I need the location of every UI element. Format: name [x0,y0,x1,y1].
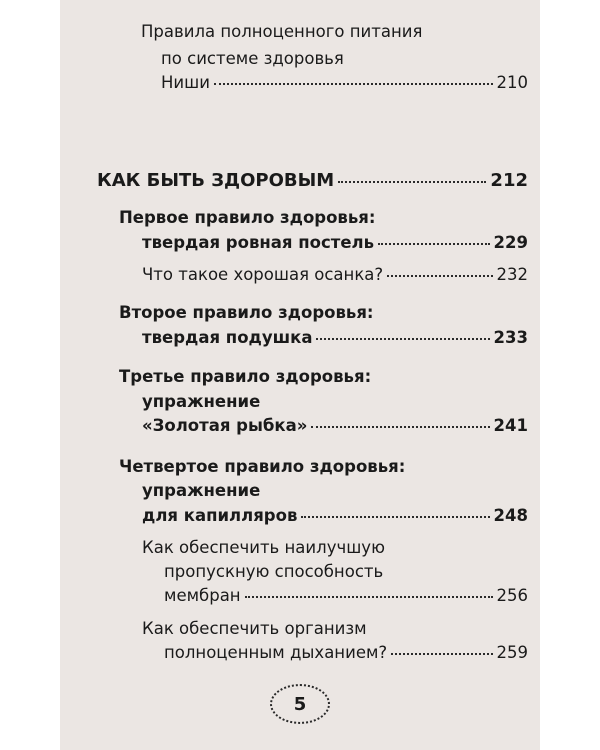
page-ref: 233 [493,328,528,347]
toc-entry-text: Правила полноценного питания [141,22,423,41]
page-ref: 259 [496,643,528,662]
page-ref: 256 [496,586,528,605]
toc-entry-last-line: полноценным дыханием? 259 [164,643,528,662]
page-number: 5 [293,693,307,715]
dot-leader [387,275,492,277]
toc-entry-text: Как обеспечить наилучшую [142,538,385,557]
toc-entry-text: пропускную способность [164,562,384,581]
toc-entry-last-line: для капилляров 248 [142,506,528,525]
toc-entry-last-line: Что такое хорошая осанка? 232 [142,265,528,284]
toc-entry-text: упражнение [142,392,261,411]
toc-entry-last-line: Ниши 210 [161,73,528,92]
toc-entry-last-line: твердая ровная постель 229 [142,233,528,252]
dot-leader [311,426,489,428]
dot-leader [316,338,489,340]
toc-entry-text: Второе правило здоровья: [119,303,374,322]
page-ref: 241 [493,416,528,435]
dot-leader [391,653,492,655]
toc-entry-text: Четвертое правило здоровья: [119,457,406,476]
dot-leader [245,596,493,598]
page-number-badge [270,684,330,724]
toc-entry-last-line: твердая подушка 233 [142,328,528,347]
dot-leader [378,243,489,245]
page-ref: 248 [493,506,528,525]
toc-entry-last-line: «Золотая рыбка» 241 [142,416,528,435]
section-heading: КАК БЫТЬ ЗДОРОВЫМ 212 [97,170,528,191]
toc-entry-text: Как обеспечить организм [142,619,367,638]
dot-leader [214,83,493,85]
dot-leader [301,516,489,518]
page-ref: 212 [490,170,528,191]
page-ref: 229 [493,233,528,252]
page-ref: 232 [496,265,528,284]
toc-entry-text: по системе здоровья [161,49,344,68]
toc-entry-text: Первое правило здоровья: [119,208,376,227]
toc-entry-text: упражнение [142,481,261,500]
page-ref: 210 [496,73,528,92]
toc-entry-last-line: мембран 256 [164,586,528,605]
dot-leader [338,181,486,183]
toc-entry-text: Третье правило здоровья: [119,367,372,386]
book-page [60,0,540,750]
